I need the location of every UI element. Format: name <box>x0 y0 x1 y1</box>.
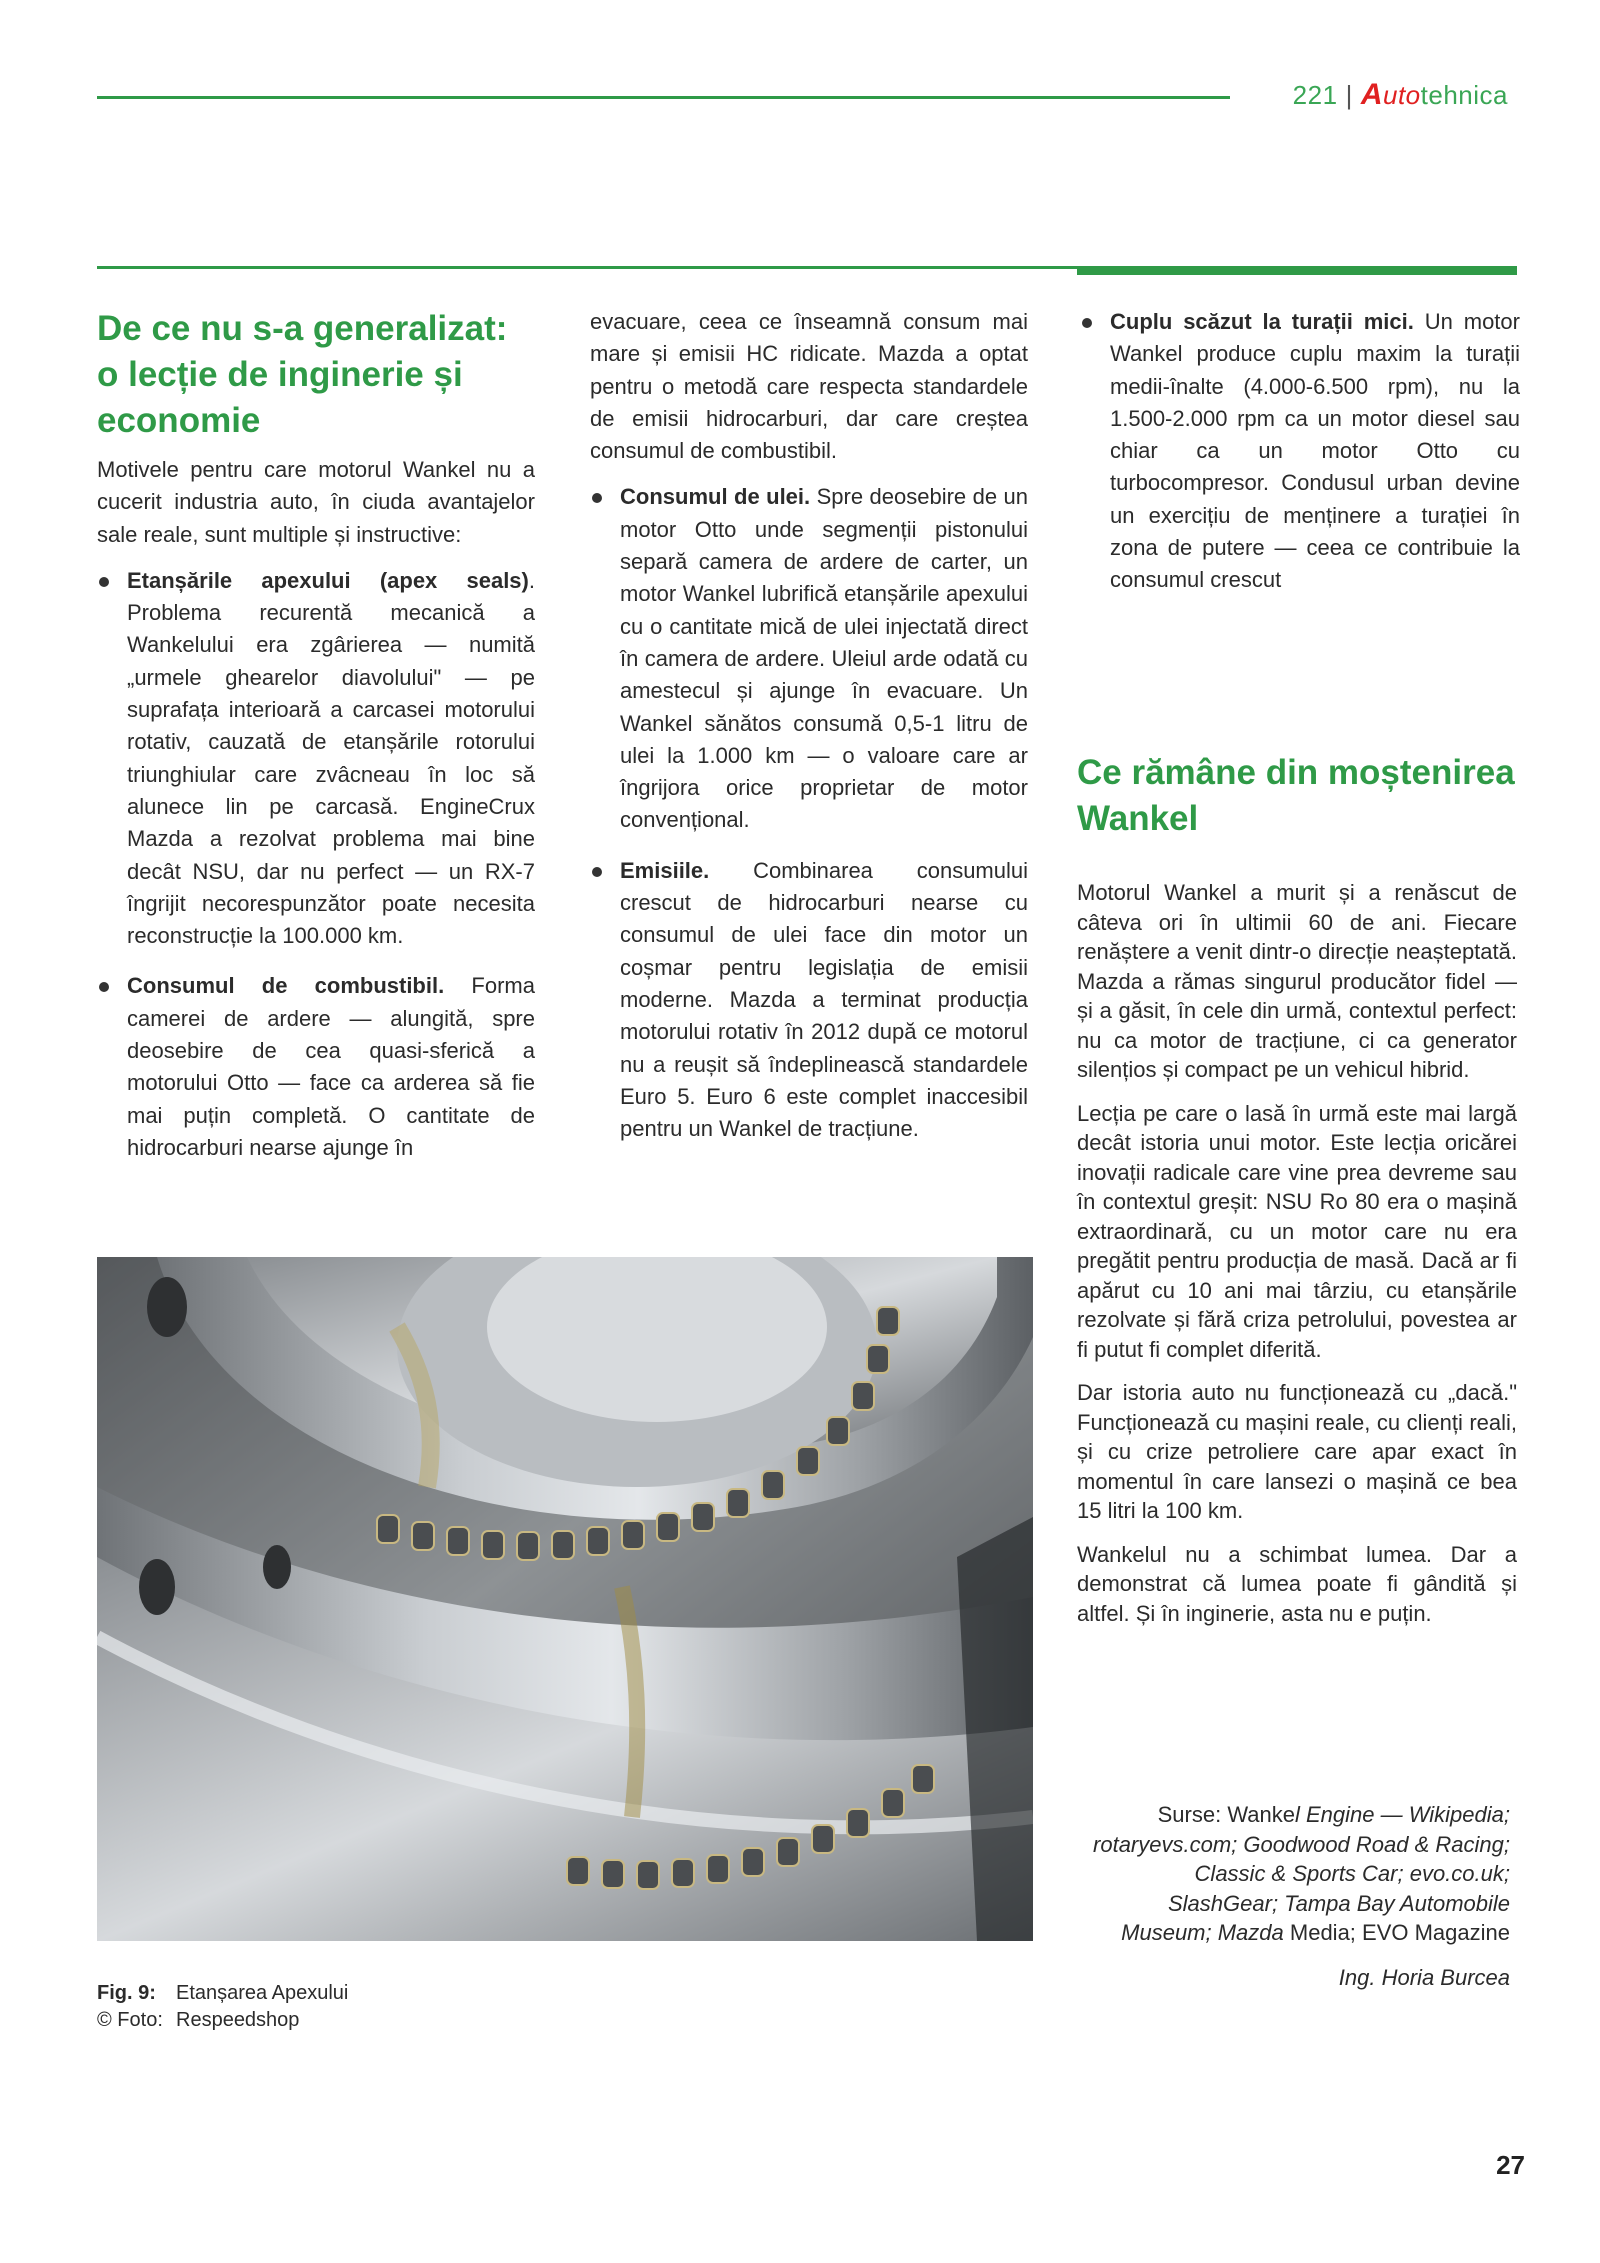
logo-tehnica: tehnica <box>1420 80 1508 110</box>
bullet-title: Etanșările apexului (apex seals) <box>127 567 529 593</box>
bullet-dot <box>592 493 602 503</box>
figure-photo-apex-seal <box>97 1257 1033 1941</box>
photo-credit-label: © Foto: <box>97 2009 163 2031</box>
bullet-title: Emisiile. <box>620 857 710 883</box>
bullet-title: Cuplu scăzut la turații mici. <box>1110 309 1414 334</box>
bullet-emissions <box>590 855 1028 1146</box>
header-rule <box>97 96 1230 99</box>
bullet-apex-seals <box>97 565 535 953</box>
section-rule-accent <box>1077 266 1517 275</box>
caption-title-row <box>97 1980 348 2007</box>
middle-column <box>590 306 1028 1163</box>
caption-credit-row <box>97 2007 348 2034</box>
bullet-dot <box>99 982 109 992</box>
author-name: Ing. Horia Burcea <box>1338 1965 1510 1990</box>
legacy-paragraph-3: Dar istoria auto nu funcționează cu „dacă." Funcționează cu mașini reale, cu clienți reali, și cu crize petroliere care apar exact în momentul în care lansezi o mașină ce bea 15 litri la 100 km. <box>1077 1380 1517 1523</box>
intro-paragraph: Motivele pentru care motorul Wankel nu a cucerit industria auto, în ciuda avantajelor sale reale, sunt multiple și instructive: <box>97 457 535 547</box>
figure-caption <box>97 1980 348 2034</box>
bullet-dot <box>592 867 602 877</box>
logo-letter-a: A <box>1360 78 1383 111</box>
left-column <box>97 306 535 1182</box>
sources-block <box>1080 1800 1510 1948</box>
bullet-text: Forma camerei de ardere — alungită, spre deosebire de cea quasi-sferică a motorului Otto — face ca arderea să fie mai puțin completă. O cantitate de hidrocarburi nearse ajunge în <box>127 973 535 1160</box>
bullet-low-torque <box>1080 306 1520 597</box>
sources-tail: Media; EVO Magazine <box>1283 1920 1510 1945</box>
bullet-text: Spre deosebire de un motor Otto unde segmenții pistonului separă camera de ardere de carter, un motor Wankel lubrifică etanșările apexului cu o cantitate mică de ulei injectată direct în camera de ardere. Uleiul arde odată cu amestecul și ajunge în evacuare. Un Wankel sănătos consumă 0,5-1 litru de ulei la 1.000 km — o valoare care ar îngrijora orice proprietar de motor convențional. <box>620 484 1028 833</box>
bullet-text: Combinarea consumului crescut de hidrocarburi nearse cu consumul de ulei face din motor un coșmar pentru legislația de emisii moderne. Mazda a terminat producția motorului rotativ în 2012 după ce motorul nu a reușit să îndeplinească standardele Euro 5. Euro 6 este complet inaccesibil pentru un Wankel de tracțiune. <box>620 857 1028 1142</box>
bullet-list-middle <box>590 481 1028 1145</box>
bullet-dot <box>1082 318 1092 328</box>
running-header <box>1293 78 1508 112</box>
magazine-logo <box>1361 80 1508 110</box>
page-number: 27 <box>1496 2150 1525 2180</box>
section-heading-legacy: Ce rămâne din moștenirea Wankel <box>1077 753 1515 838</box>
bullet-dot <box>99 577 109 587</box>
continuation-paragraph: evacuare, ceea ce înseamnă consum mai mare și emisii HC ridicate. Mazda a optat pentru o metodă care respecta standardele de emisii hidrocarburi, dar care creștea consumul de combustibil. <box>590 309 1028 464</box>
bullet-title: Consumul de ulei. <box>620 484 811 510</box>
figure-title: Etanșarea Apexului <box>176 1982 349 2004</box>
sources-prefix: Surse: Wanke <box>1157 1802 1295 1827</box>
bullet-fuel-consumption <box>97 970 535 1164</box>
legacy-paragraph-1: Motorul Wankel a murit și a renăscut de câteva ori în ultimii 60 de ani. Fiecare renăștere a venit dintr-o direcție neașteptată. Mazda a rămas singurul producător fidel — și a găsit, în cele din urmă, contextul perfect: nu ca motor de tracțiune, ci ca generator silențios și compact pe un vehicul hibrid. <box>1077 880 1517 1082</box>
sources-italic: l Engine — Wikipedia; rotaryevs.com; Goodwood Road & Racing; Classic & Sports Car; evo.co.uk; SlashGear; Tampa Bay Automobile Museum; Mazda <box>1093 1802 1510 1945</box>
bullet-text: . Problema recurentă mecanică a Wankelului era zgârierea — numită „urmele ghearelor diavolului" — pe suprafața interioară a carcasei motorului rotativ, cauzată de etanșările rotorului triunghiular care zvâcneau în loc să alunece lin pe carcasă. EngineCrux Mazda a rezolvat problema mai bine decât NSU, dar nu perfect — un RX-7 îngrijit necorespunzător poate necesita reconstrucție la 100.000 km. <box>127 567 535 949</box>
right-column-legacy <box>1077 750 1517 1642</box>
bullet-list-right <box>1080 306 1520 597</box>
engine-housing-illustration <box>97 1257 1033 1941</box>
page-reference: 221 <box>1292 80 1338 110</box>
right-column <box>1080 306 1520 615</box>
photo-credit: Respeedshop <box>176 2009 300 2031</box>
bullet-oil-consumption <box>590 481 1028 836</box>
section-heading-generalization: De ce nu s-a generalizat: o lecție de inginerie și economie <box>97 309 508 440</box>
logo-uto: uto <box>1383 80 1421 110</box>
legacy-paragraph-2: Lecția pe care o lasă în urmă este mai largă decât istoria unui motor. Este lecția oricărei inovații radicale care vine prea devreme sau în contextul greșit: NSU Ro 80 era o mașină extraordinară, cu un motor care nu era pregătit pentru producția de masă. Dacă ar fi apărut cu 10 ani mai târziu, cu etanșările rezolvate și fără criza petrolului, povestea ar fi putut fi complet diferită. <box>1077 1100 1517 1362</box>
figure-label: Fig. 9: <box>97 1982 156 2004</box>
bullet-title: Consumul de combustibil. <box>127 973 445 999</box>
bullet-list-left <box>97 565 535 1164</box>
legacy-paragraph-4: Wankelul nu a schimbat lumea. Dar a demonstrat că lumea poate fi gândită și altfel. Și în inginerie, asta nu e puțin. <box>1077 1541 1517 1626</box>
header-separator: | <box>1345 80 1353 110</box>
bullet-text: Un motor Wankel produce cuplu maxim la turații medii-înalte (4.000-6.500 rpm), nu la 1.500-2.000 rpm ca un motor diesel sau chiar ca un motor Otto cu turbocompresor. Condusul urban devine un exercițiu de menținere a turației în zona de putere — ceea ce contribuie la consumul crescut <box>1110 309 1520 593</box>
